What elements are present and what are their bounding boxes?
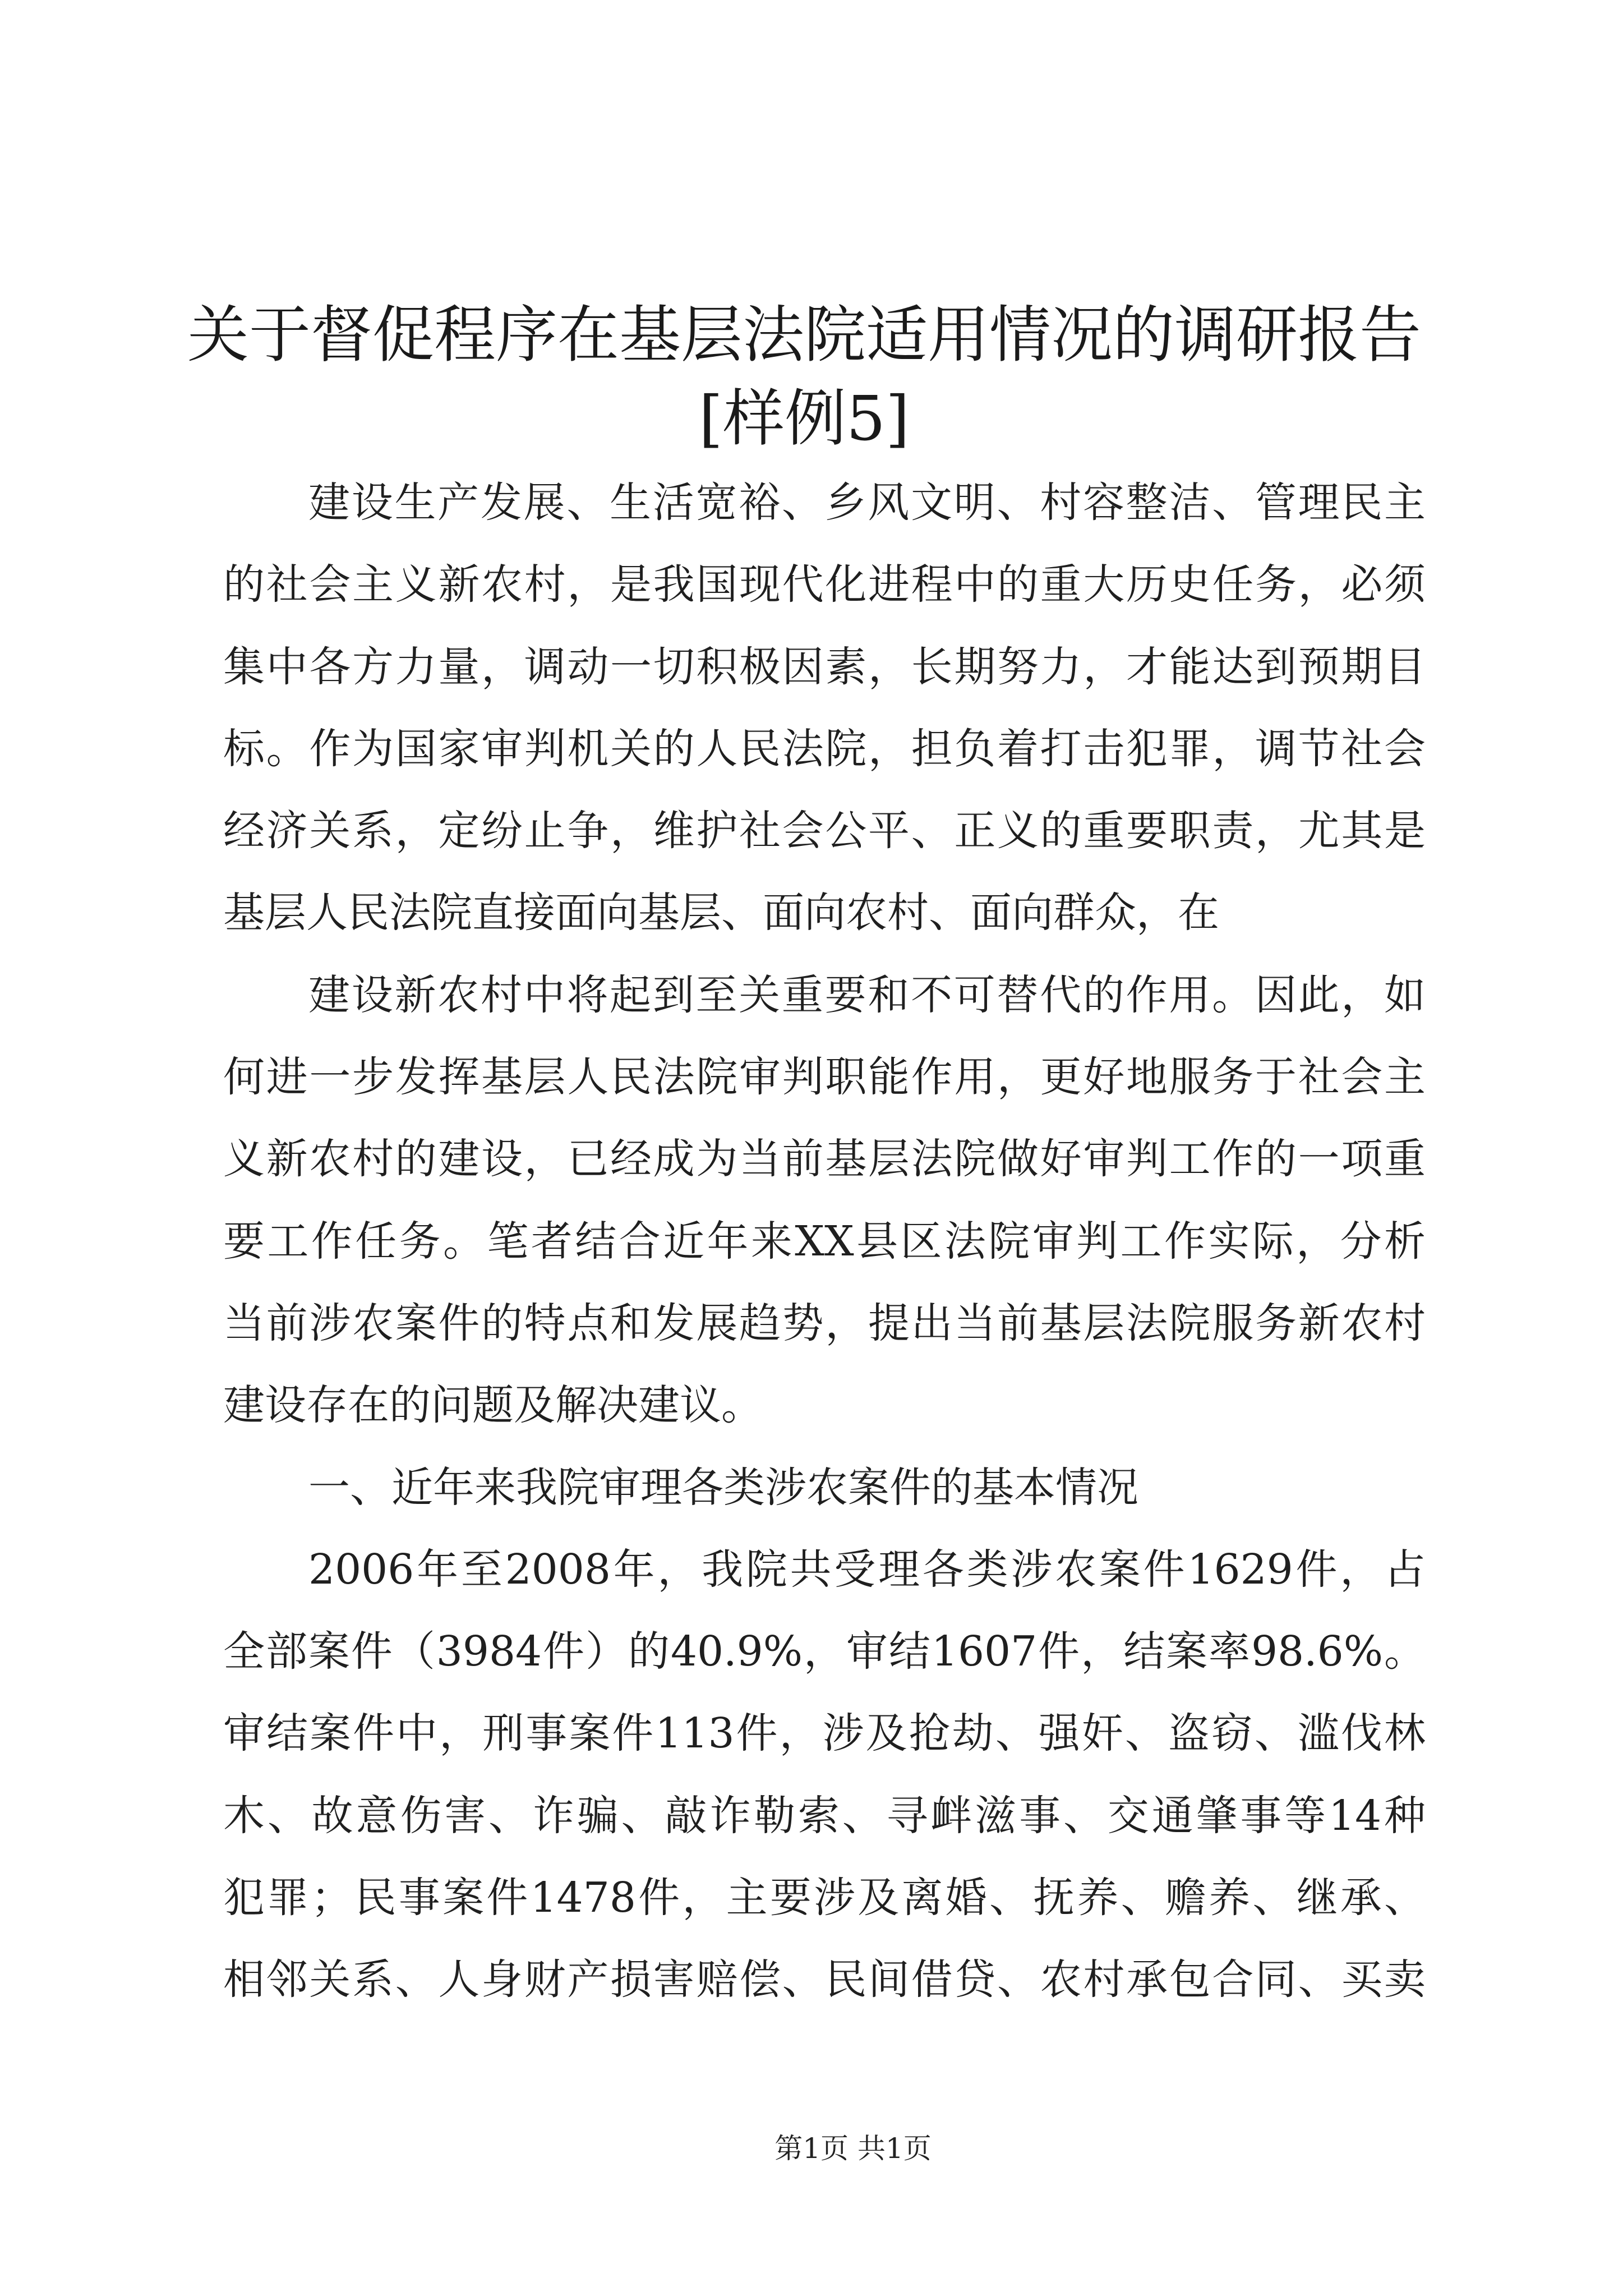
title-line: 关于督促程序在基层法院适用情况的调研报告	[187, 299, 1421, 371]
paragraph	[223, 954, 1426, 1447]
body-line: 要工作任务。笔者结合近年来XX县区法院审判工作实际，分析	[223, 1217, 1426, 1266]
body-line: 义新农村的建设，已经成为当前基层法院做好审判工作的一项重	[223, 1135, 1426, 1184]
paragraph	[223, 462, 1426, 954]
page-footer: 第1页 共1页	[774, 2132, 932, 2165]
body-line: 建设生产发展、生活宽裕、乡风文明、村容整洁、管理民主	[308, 478, 1426, 527]
body-line: 经济关系，定纷止争，维护社会公平、正义的重要职责，尤其是	[223, 807, 1426, 855]
body-line: 集中各方力量，调动一切积极因素，长期努力，才能达到预期目	[223, 642, 1426, 691]
body-line: 建设新农村中将起到至关重要和不可替代的作用。因此，如	[308, 970, 1426, 1019]
section-heading	[223, 1447, 1426, 1529]
body-line: 的社会主义新农村，是我国现代化进程中的重大历史任务，必须	[223, 560, 1426, 609]
paragraph	[223, 1529, 1426, 2021]
section-heading-line: 一、近年来我院审理各类涉农案件的基本情况	[308, 1463, 1138, 1512]
body-line: 建设存在的问题及解决建议。	[223, 1381, 763, 1430]
body-line: 基层人民法院直接面向基层、面向农村、面向群众，在	[223, 889, 1219, 937]
body-line: 2006年至2008年，我院共受理各类涉农案件1629件，占	[308, 1545, 1426, 1594]
document-title	[0, 293, 1608, 461]
document-body	[223, 462, 1426, 2021]
title-subtitle: [样例5]	[699, 383, 910, 454]
body-line: 何进一步发挥基层人民法院审判职能作用，更好地服务于社会主	[223, 1053, 1426, 1102]
body-line: 木、故意伤害、诈骗、敲诈勒索、寻衅滋事、交通肇事等14种	[223, 1791, 1426, 1840]
body-line: 犯罪；民事案件1478件，主要涉及离婚、抚养、赡养、继承、	[223, 1874, 1426, 1922]
body-line: 相邻关系、人身财产损害赔偿、民间借贷、农村承包合同、买卖	[223, 1955, 1426, 2004]
body-line: 全部案件（3984件）的40.9%，审结1607件，结案率98.6%。	[223, 1627, 1426, 1676]
body-line: 标。作为国家审判机关的人民法院，担负着打击犯罪，调节社会	[223, 724, 1426, 773]
body-line: 审结案件中，刑事案件113件，涉及抢劫、强奸、盗窃、滥伐林	[223, 1709, 1426, 1758]
body-line: 当前涉农案件的特点和发展趋势，提出当前基层法院服务新农村	[223, 1299, 1426, 1347]
